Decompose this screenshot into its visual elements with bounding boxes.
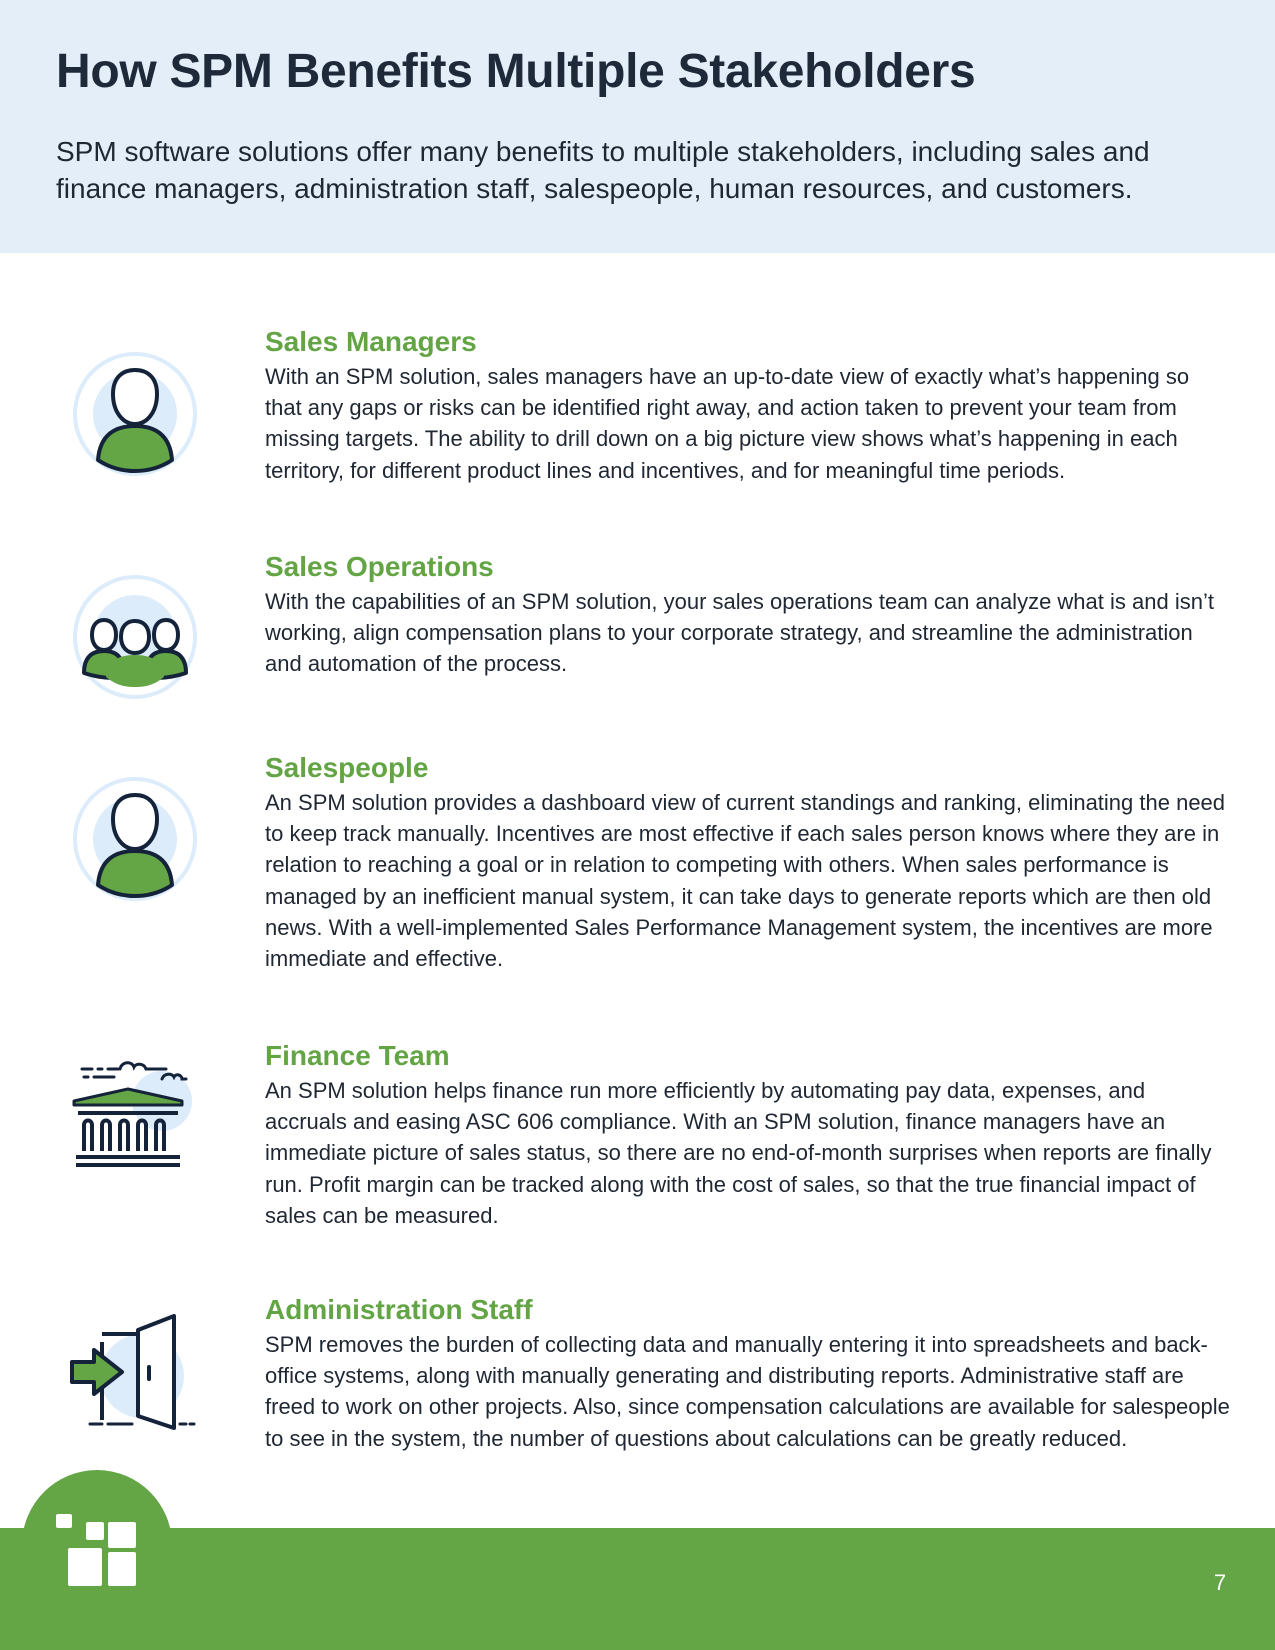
section-body: With an SPM solution, sales managers have an up-to-date view of exactly what’s happening so that any gaps or risks can be identified right away, and action taken to prevent your team from missing targets. The ability to drill down on a big picture view shows what’s happening in each territory, for different product lines and incentives, and for meaningful time periods. [265, 364, 1190, 483]
header-band [0, 0, 1275, 253]
person-icon [70, 775, 200, 905]
page-number: 7 [1213, 1570, 1227, 1595]
section-body: SPM removes the burden of collecting data and manually entering it into spreadsheets and back-office systems, along with manually generating and distributing reports. Administrative staff are freed to work on other projects. Also, since compensation calculations are available for salespeople to see in the system, the number of questions about calculations can be greatly reduced. [265, 1332, 1230, 1451]
team-icon [70, 573, 200, 703]
door-exit-icon [70, 1312, 200, 1442]
section-body: An SPM solution helps finance run more efficiently by automating pay data, expenses, and accruals and easing ASC 606 compliance. With an SPM solution, finance managers have an immediate picture of sales status, so there are no end-of-month surprises when reports are finally run. Profit margin can be tracked along with the cost of sales, so that the true financial impact of sales can be measured. [265, 1078, 1212, 1228]
section-title: Salespeople [265, 752, 429, 783]
section-title: Finance Team [265, 1040, 450, 1071]
section-title: Administration Staff [265, 1294, 533, 1325]
blocks-logo-icon [54, 1512, 140, 1603]
section-title: Sales Managers [265, 326, 477, 357]
bank-icon [70, 1057, 200, 1187]
section-body: With the capabilities of an SPM solution, your sales operations team can analyze what is and isn’t working, align compensation plans to your corporate strategy, and streamline the administration and automation of the process. [265, 589, 1214, 677]
section-body: An SPM solution provides a dashboard view of current standings and ranking, eliminating the need to keep track manually. Incentives are most effective if each sales person knows where they are in relation to reaching a goal or in relation to competing with others. When sales performance is managed by an inefficient manual system, it can take days to generate reports which are then old news. With a well-implemented Sales Performance Management system, the incentives are more immediate and effective. [265, 790, 1226, 972]
page-title: How SPM Benefits Multiple Stakeholders [56, 45, 976, 98]
footer-band [0, 1528, 1275, 1650]
person-icon [70, 350, 200, 480]
section-title: Sales Operations [265, 551, 494, 582]
intro-paragraph: SPM software solutions offer many benefits to multiple stakeholders, including sales and finance managers, administration staff, salespeople, human resources, and customers. [56, 136, 1150, 204]
